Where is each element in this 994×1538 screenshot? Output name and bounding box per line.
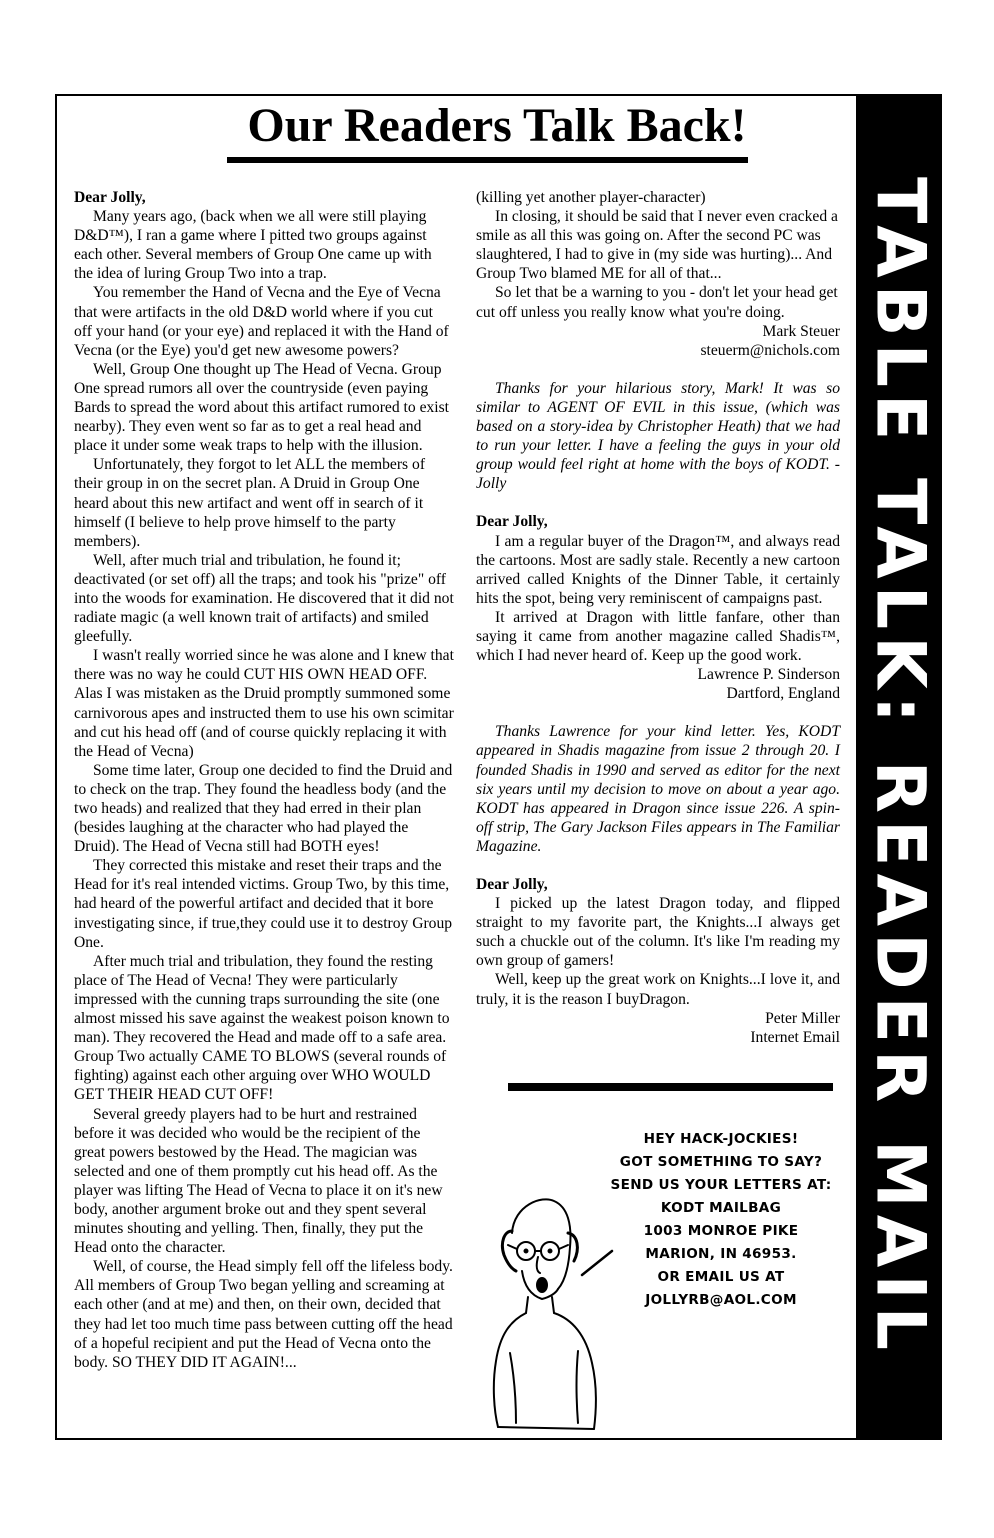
letter1-signature-name: Mark Steuer (762, 322, 840, 340)
letter1-paragraph: So let that be a warning to you - don't let your head get cut off unless you really know what you're doing. (476, 284, 838, 321)
section-divider (508, 1083, 833, 1091)
letter3-signature-place: Internet Email (750, 1028, 840, 1046)
letter1-paragraph: In closing, it should be said that I never even cracked a smile as all this was going on. After the second PC was slaughtered, I had to give in (my side was hurting)... And Group Two blamed ME for all of that... (476, 208, 838, 283)
callout-line: HEY HACK-JOCKIES! (643, 1131, 799, 1147)
letter2-signature-place: Dartford, England (726, 685, 840, 703)
letter1-paragraph: After much trial and tribulation, they found the resting place of The Head of Vecna! They were particularly impressed with the cunning traps surrounding the site (one almost missed his save against the weakest poison known to man). They recovered the Head and made off to a safe area. Group Two actually CAME TO BLOWS (several rounds of fighting) against each other arguing over WHO WOULD GET THEIR HEAD CUT OFF! (74, 952, 450, 1104)
callout-line: KODT MAILBAG (660, 1200, 782, 1216)
page-title-wrap (0, 99, 994, 152)
letter2-paragraph: I am a regular buyer of the Dragon™, and always read the cartoons. Most are sadly stale. Recently a new cartoon arrived called Knights of the Dinner Table, it certainly hits the spot, being very reminiscent of campaigns past. (476, 532, 840, 607)
jolly-cartoon-illustration (482, 1185, 622, 1435)
letter1-paragraph: Many years ago, (back when we all were still playing D&D™), I ran a game where I pitted two groups against each other. Several members of Group One came up with the idea of luring Group Two into a trap. (74, 208, 432, 283)
page-title: Our Readers Talk Back! (247, 99, 747, 152)
letter1-paragraph: I wasn't really worried since he was alone and I knew that there was no way he could CUT HIS OWN HEAD OFF. Alas I was mistaken as the Druid promptly summoned some carnivorous apes and instructed them to use his own scimitar and cut his head off (and of course quickly replacing it with the Head of Vecna) (74, 647, 454, 760)
mailbag-callout (596, 1128, 846, 1312)
letter1-paragraph: Several greedy players had to be hurt and restrained before it was decided who would be the recipient of the great powers bestowed by the Head. The magician was selected and one of them promptly cut his head off. As the player was lifting The Head of Vecna to place it on it's new body, another argument broke out and they spent several minutes shouting and yelling. Then, finally, they put the Head onto the character. (74, 1105, 443, 1257)
callout-line: GOT SOMETHING TO SAY? (619, 1154, 823, 1170)
letter1-paragraph: Unfortunately, they forgot to let ALL the members of their group in on the secret plan. A Druid in Group One heard about this new artifact and went off in search of it himself (I believe to help prove himself to the party members). (74, 456, 426, 550)
left-column (74, 188, 454, 1372)
letter1-salutation: Dear Jolly, (74, 189, 146, 206)
callout-line: OR EMAIL US AT (657, 1269, 785, 1285)
letter3-paragraph: Well, keep up the great work on Knights...I love it, and truly, it is the reason I buyDragon. (476, 971, 840, 1008)
letter3-signature-name: Peter Miller (765, 1009, 840, 1027)
letter3-salutation: Dear Jolly, (476, 876, 548, 893)
callout-line: JOLLYRB@AOL.COM (645, 1292, 797, 1308)
editor-reply-1: Thanks for your hilarious story, Mark! It was so similar to AGENT OF EVIL in this issue, (which was based on a story-idea by Christopher Heath) that we had to run your letter. I have a feeling the guys in your old group would feel right at home with the boys of KODT. - Jolly (476, 379, 840, 493)
callout-line: MARION, IN 46953. (645, 1246, 797, 1262)
letter1-signature-email: steuerm@nichols.com (700, 341, 840, 359)
callout-line: SEND US YOUR LETTERS AT: (610, 1177, 832, 1193)
letter1-paragraph: Some time later, Group one decided to find the Druid and to check on the trap. They found the headless body (and the two heads) and realized that they had erred in their plan (besides laughing at the character who had played the Druid). The Head of Vecna still had BOTH eyes! (74, 761, 453, 856)
letter1-paragraph: They corrected this mistake and reset their traps and the Head for it's real intended victims. Group Two, by this time, had heard of the powerful artifact and decided that it bore investigating since, if true,they could use it to destroy Group One. (74, 857, 453, 951)
letter1-paragraph: You remember the Hand of Vecna and the Eye of Vecna that were artifacts in the old D&D world where if you cut off your hand (or your eye) and replaced it with the Hand of Vecna (or the Eye) you'd get new awesome powers? (74, 284, 449, 359)
letter1-paragraph: Well, Group One thought up The Head of Vecna. Group One spread rumors all over the countryside (even paying Bards to spread the word about this artifact rumored to exist nearby). They even went so far as to get a real head and place it under some weak traps to help with the illusion. (74, 360, 450, 455)
side-banner (858, 94, 942, 1440)
letter2-salutation: Dear Jolly, (476, 513, 548, 531)
letter3-paragraph: I picked up the latest Dragon today, and flipped straight to my favorite part, the Knights...I always get such a chuckle out of the column. It's like I'm reading my own group of gamers! (476, 895, 840, 970)
letter1-paragraph: Well, of course, the Head simply fell off the lifeless body. All members of Group Two began yelling and screaming at each other (and at me) and then, on their own, decided that they had let too much time pass between cutting off the head of a hopeful recipient and put the Head of Vecna onto the body. SO THEY DID IT AGAIN!... (74, 1258, 453, 1371)
side-banner-text: TABLE TALK: READER MAIL (860, 177, 940, 1357)
callout-line: 1003 MONROE PIKE (643, 1223, 799, 1239)
editor-reply-2: Thanks Lawrence for your kind letter. Yes, KODT appeared in Shadis magazine from issue 2 through 20. I founded Shadis in 1990 and served as editor for the next six years until my decision to move on about a year ago. KODT has appeared in Dragon since issue 226. A spin-off strip, The Gary Jackson Files appears in The Familiar Magazine. (476, 723, 840, 855)
right-column (476, 188, 840, 1047)
title-underline (227, 157, 748, 163)
letter2-paragraph: It arrived at Dragon with little fanfare, other than saying it came from another magazine called Shadis™, which I had never heard of. Keep up the good work. (476, 608, 840, 665)
letter2-signature-name: Lawrence P. Sinderson (697, 666, 840, 684)
letter1-paragraph: Well, after much trial and tribulation, he found it; deactivated (or set off) all the traps; and took his "prize" off into the woods for examination. He discovered that it did not radiate magic (a well known trait of artifacts) and smiled gleefully. (74, 551, 454, 646)
letter1-paragraph: (killing yet another player-character) (476, 189, 706, 206)
